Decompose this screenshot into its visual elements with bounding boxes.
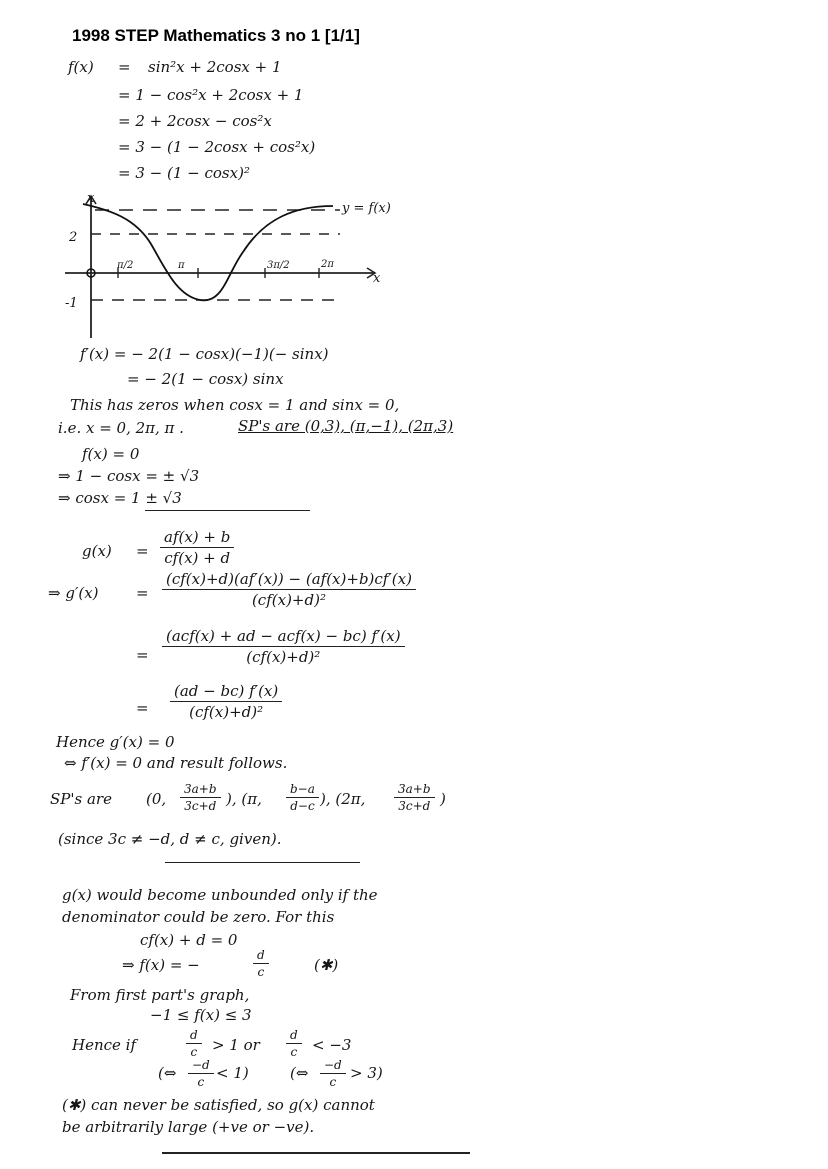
hence-if: Hence if [72,1036,137,1054]
x-axis-label: x [373,271,381,286]
d-over-c-den: c [257,965,265,979]
x-tick-label-2pi: 2π [321,259,334,270]
sp1-num: 3a+b [180,782,221,798]
f-line4: = 3 − (1 − 2cosx + cos²x) [118,138,316,156]
sp1-y [180,782,221,813]
conclusion-line1: (✱) can never be satisfied, so g(x) cannot [62,1096,375,1114]
c2-num: −d [320,1058,346,1074]
h2-den: c [290,1045,298,1059]
c1-num: −d [188,1058,214,1074]
y-tick-label-neg1: -1 [65,296,78,311]
g-lhs: g(x) [82,542,112,560]
gprime2-fraction [162,627,405,666]
cond2-post: > 3) [350,1064,383,1082]
gprime2-eq: = [136,646,149,664]
x-tick-label-pi2: π/2 [117,260,134,271]
gprime-eq: = [136,584,149,602]
sp2-num: b−a [286,782,319,798]
sp2-den: d−c [290,799,315,813]
gprime3-denominator: (cf(x)+d)² [189,703,264,721]
range-inequality: −1 ≤ f(x) ≤ 3 [150,1006,252,1024]
g-fraction [160,528,234,567]
sp1-x: (0, [146,790,167,808]
denominator-equation: cf(x) + d = 0 [140,931,238,949]
cond1-pre: (⇔ [158,1064,177,1082]
sp3-y [394,782,435,813]
d-over-c-num: d [253,948,269,964]
c1-den: c [197,1075,205,1089]
f-line2: = 1 − cos²x + 2cosx + 1 [118,86,304,104]
sp-close: ) [440,790,446,808]
g-denominator: cf(x) + d [164,549,231,567]
f-line5: = 3 − (1 − cosx)² [118,164,250,182]
section-divider-2 [165,862,360,863]
hence-end: < −3 [312,1036,352,1054]
implies-line1: ⇒ 1 − cosx = ± √3 [58,467,200,485]
h2-num: d [286,1028,302,1044]
gprime2-denominator: (cf(x)+d)² [246,648,321,666]
gprime3-numerator: (ad − bc) f′(x) [170,682,282,702]
from-graph: From first part's graph, [70,986,250,1004]
h1-num: d [186,1028,202,1044]
y-axis-label: x [87,191,95,206]
hence-mid: > 1 or [212,1036,260,1054]
f-line3: = 2 + 2cosx − cos²x [118,112,272,130]
sp2-x: ), (π, [226,790,262,808]
implies-line2: ⇒ cosx = 1 ± √3 [58,489,182,507]
gprime3-fraction [170,682,282,721]
y-tick-label-2: 2 [69,230,78,245]
hence-d-over-c-1 [186,1028,202,1059]
c2-den: c [329,1075,337,1089]
d-over-c [253,948,269,979]
page-title: 1998 STEP Mathematics 3 no 1 [1/1] [72,26,360,45]
section-divider-1 [145,510,310,511]
f-zero: f(x) = 0 [82,445,140,463]
sp3-den: 3c+d [398,799,431,813]
f-lhs: f(x) [68,58,94,76]
star-label: (✱) [314,956,339,974]
x-tick-label-pi: π [178,260,185,271]
gprime-lhs: ⇒ g′(x) [48,584,99,602]
g-eq: = [136,542,149,560]
since-statement: (since 3c ≠ −d, d ≠ c, given). [58,830,282,848]
zeros-statement: This has zeros when cosx = 1 and sinx = 0, [70,396,400,414]
cond2-frac [320,1058,346,1089]
x-tick-label-3pi2: 3π/2 [267,260,290,271]
stationary-points: SP's are (0,3), (π,−1), (2π,3) [238,417,454,435]
sketch-graph [55,188,395,348]
sp1-den: 3c+d [184,799,217,813]
g-numerator: af(x) + b [160,528,234,548]
sp3-num: 3a+b [394,782,435,798]
gprime2-numerator: (acf(x) + ad − acf(x) − bc) f′(x) [162,627,405,647]
para-line1: g(x) would become unbounded only if the [62,886,378,904]
gprime-denominator: (cf(x)+d)² [251,591,326,609]
para-line2: denominator could be zero. For this [62,908,335,926]
f-line1: sin²x + 2cosx + 1 [148,58,282,76]
curve-label: y = f(x) [342,201,391,216]
iff-statement: ⇔ f′(x) = 0 and result follows. [64,754,288,772]
section-divider-3 [162,1152,470,1154]
sp2-y [286,782,319,813]
curve-y-f-x [83,204,333,300]
gprime-numerator: (cf(x)+d)(af′(x)) − (af(x)+b)cf′(x) [162,570,416,590]
deriv-line1: f′(x) = − 2(1 − cosx)(−1)(− sinx) [80,345,329,363]
f-equals-neg-d-over-c: ⇒ f(x) = − [122,956,200,974]
deriv-line2: = − 2(1 − cosx) sinx [127,370,284,388]
cond2-pre: (⇔ [290,1064,309,1082]
conclusion-line2: be arbitrarily large (+ve or −ve). [62,1118,315,1136]
sp-label: SP's are [50,790,112,808]
gprime-fraction [162,570,416,609]
gprime3-eq: = [136,699,149,717]
ie-statement: i.e. x = 0, 2π, π . [58,419,184,437]
sp3-x: ), (2π, [320,790,366,808]
h1-den: c [190,1045,198,1059]
hence-d-over-c-2 [286,1028,302,1059]
cond1-post: < 1) [216,1064,249,1082]
cond1-frac [188,1058,214,1089]
f-eq: = [118,58,131,76]
hence-statement: Hence g′(x) = 0 [56,733,175,751]
